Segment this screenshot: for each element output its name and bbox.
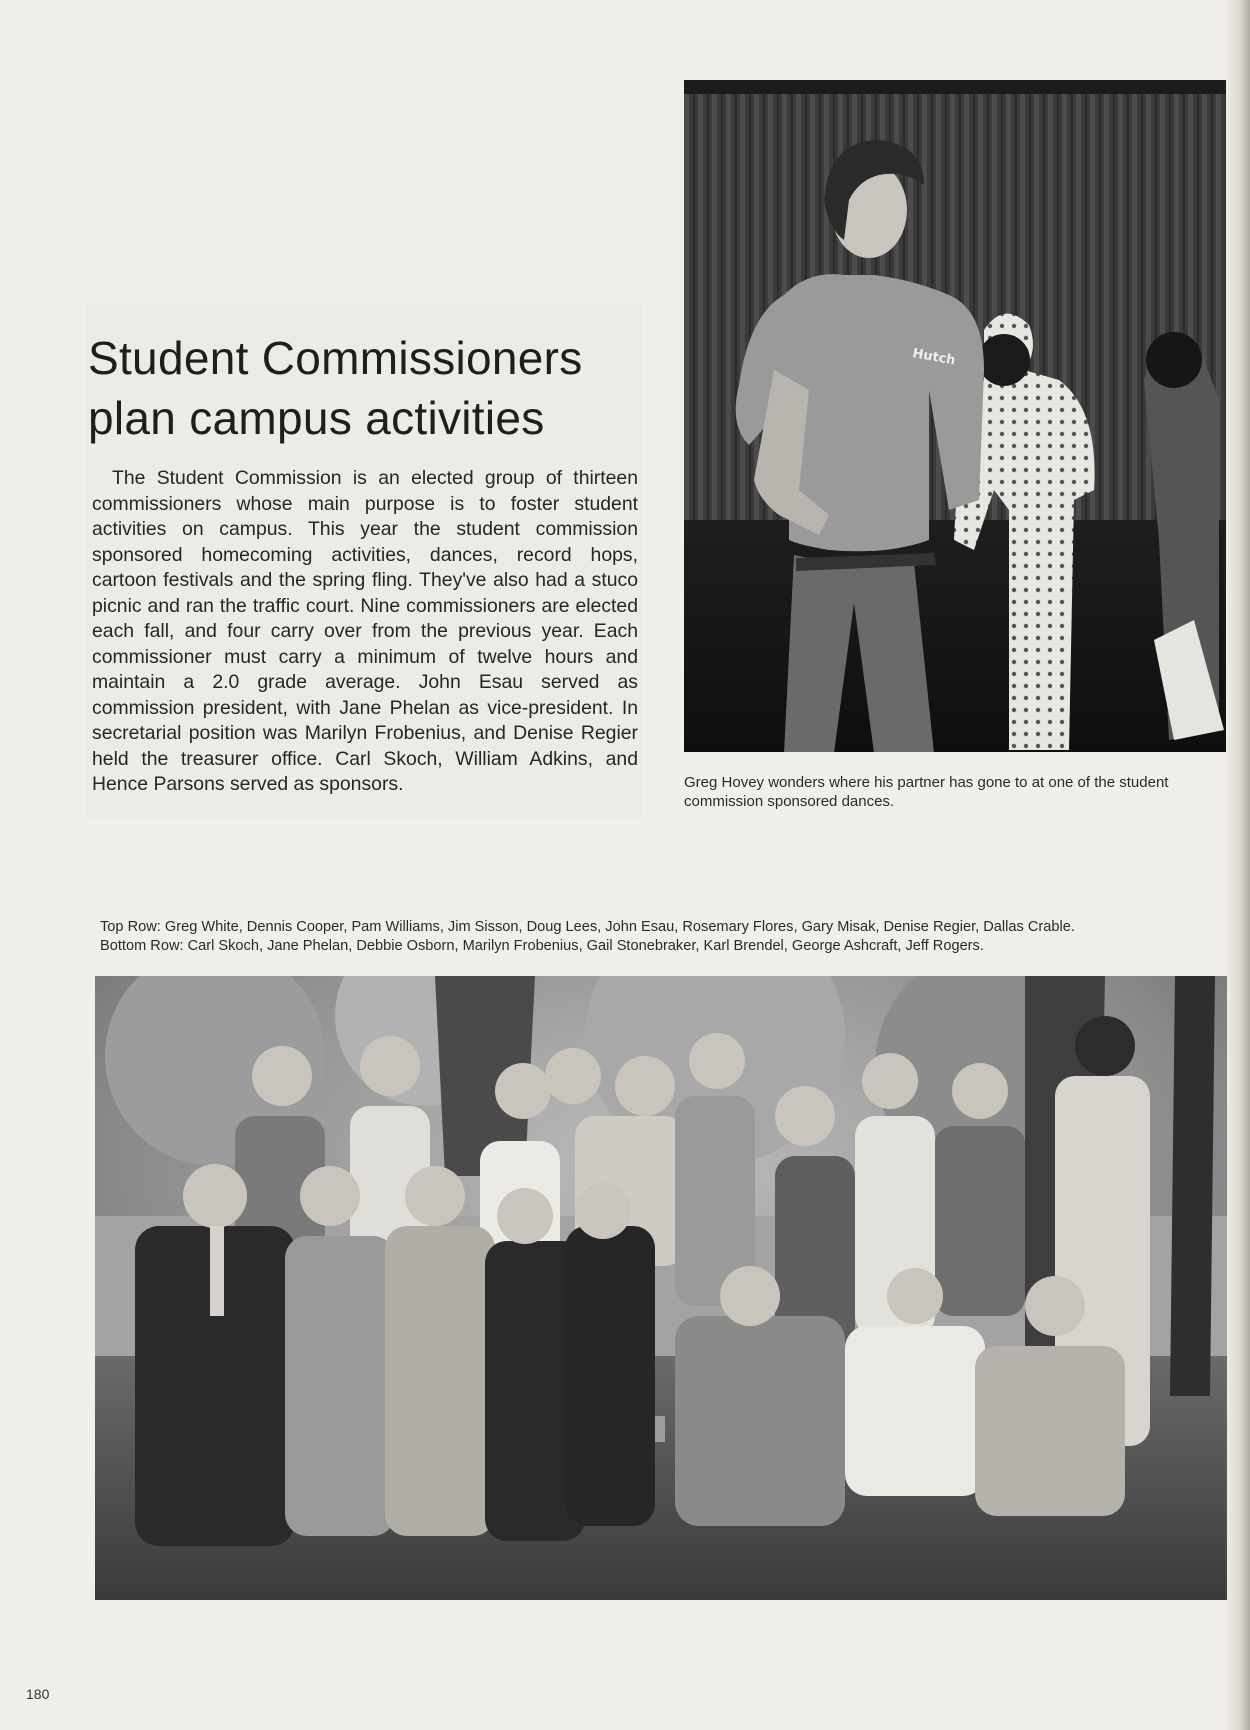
article-headline	[88, 328, 648, 448]
page-edge-shadow	[1224, 0, 1250, 1730]
article-body: The Student Commission is an elected group of thirteen commissioners whose main purpose is to foster student activities on campus. This year the student commission sponsored homecoming activities, dances, record hops, cartoon festivals and the spring fling. They've also had a stuco picnic and ran the traffic court. Nine commissioners are elected each fall, and four carry over from the previous year. Each commissioner must carry a minimum of twelve hours and maintain a 2.0 grade average. John Esau served as commission president, with Jane Phelan as vice-president. In secretarial position was Marilyn Frobenius, and Denise Regier held the treasurer office. Carl Skoch, William Adkins, and Hence Parsons served as sponsors.	[92, 467, 638, 795]
headline-line-2: plan campus activities	[88, 392, 545, 444]
group-photo-caption	[100, 918, 1230, 956]
page-number: 180	[26, 1686, 50, 1702]
top-row-names: Top Row: Greg White, Dennis Cooper, Pam Williams, Jim Sisson, Doug Lees, John Esau, Rosemary Flores, Gary Misak, Denise Regier, Dallas Crable.	[100, 919, 1075, 935]
group-photo	[95, 976, 1227, 1600]
bottom-row-names: Bottom Row: Carl Skoch, Jane Phelan, Debbie Osborn, Marilyn Frobenius, Gail Stonebraker, Karl Brendel, George Ashcraft, Jeff Rogers.	[100, 938, 984, 954]
dance-photo	[684, 80, 1226, 752]
headline-line-1: Student Commissioners	[88, 332, 583, 384]
dance-photo-caption: Greg Hovey wonders where his partner has gone to at one of the student commission sponsored dances.	[684, 774, 1169, 810]
dance-photo-image	[684, 80, 1226, 752]
shirt-lettering: Hutch	[911, 346, 957, 369]
group-photo-image	[95, 976, 1227, 1600]
